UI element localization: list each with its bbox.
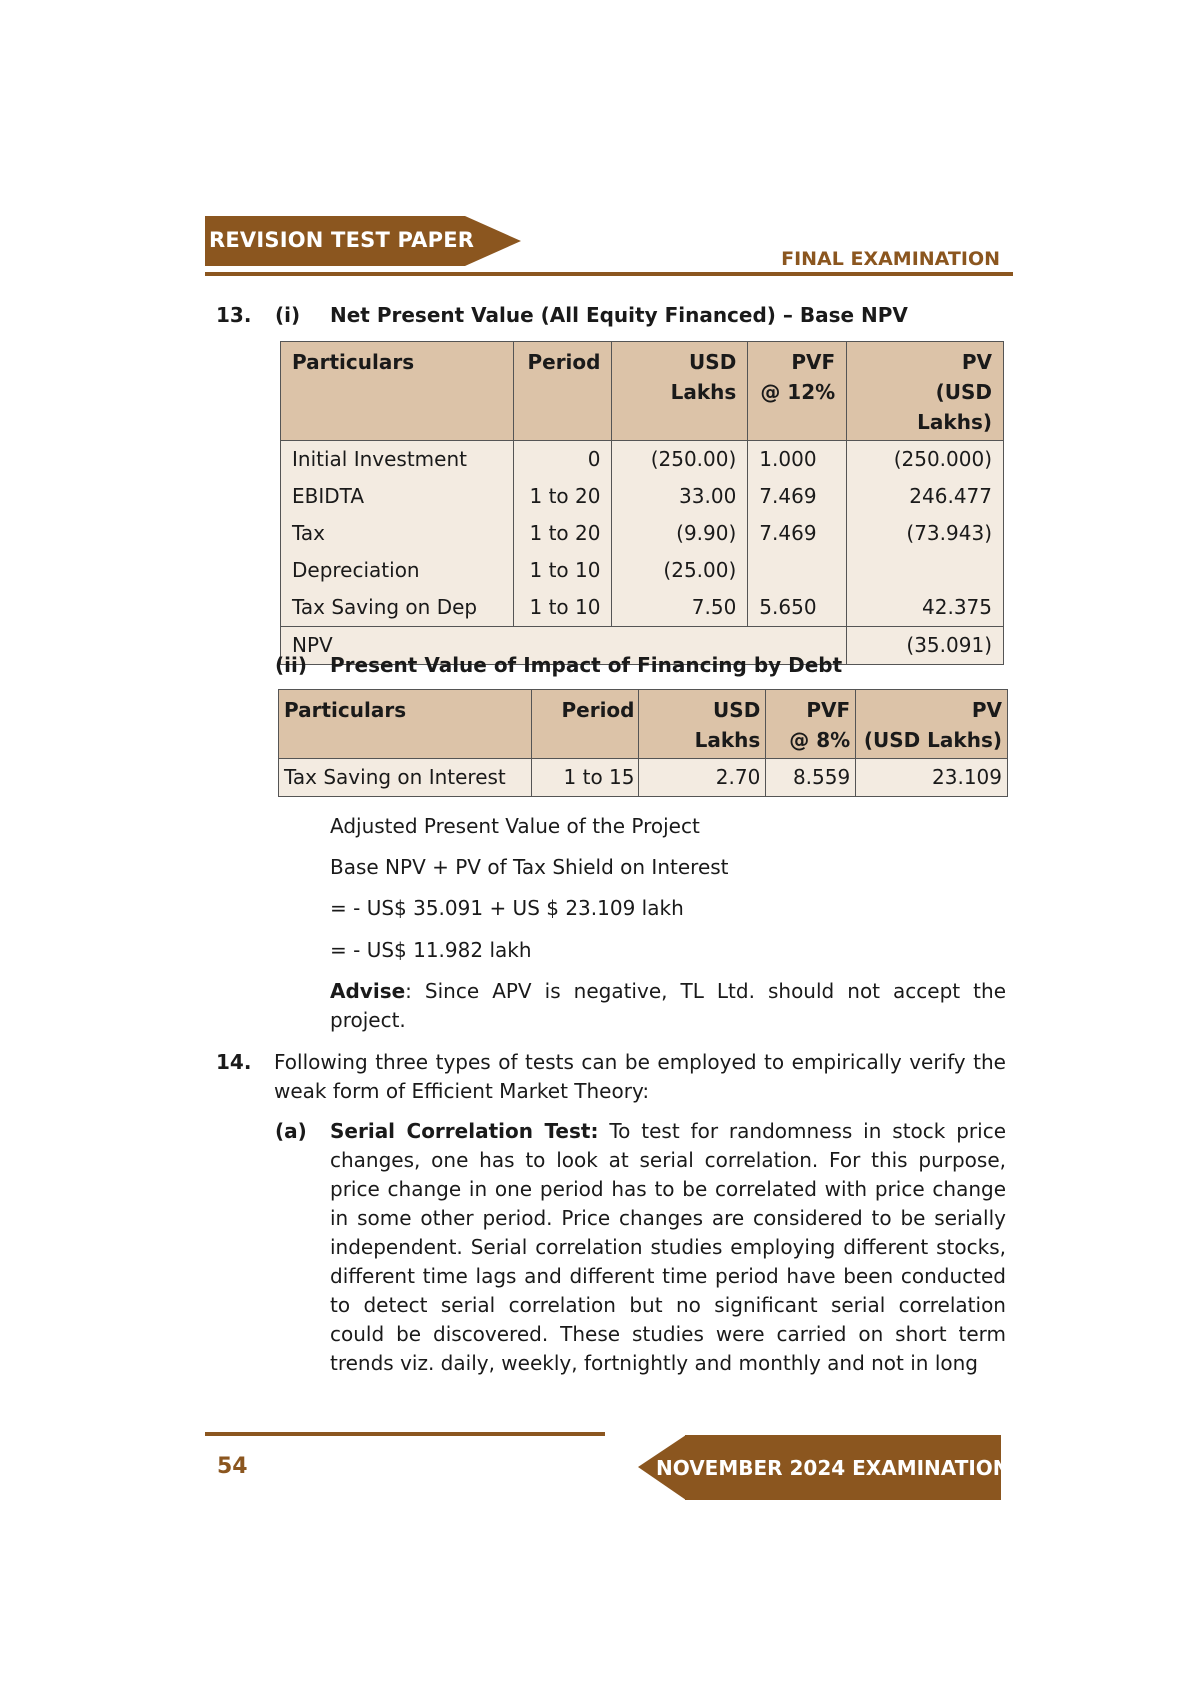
npv-label: NPV (281, 627, 847, 665)
advise-text: : Since APV is negative, TL Ltd. should not accept the project. (330, 979, 1006, 1032)
question-13-number: 13. (216, 303, 252, 327)
part-i-title: Net Present Value (All Equity Financed) – Base NPV (330, 303, 908, 327)
page-number: 54 (217, 1454, 248, 1479)
col-period: Period (513, 342, 612, 441)
col-period: Period (531, 690, 639, 759)
cell-pvf: 5.650 (748, 589, 847, 627)
cell-usd: 33.00 (612, 478, 748, 515)
item-a-text: To test for randomness in stock price changes, one has to look at serial correlation. For this purpose, price change in one period has to be correlated with price change in some other period. Price changes are considered to be serially independent. Serial correlation studies employing different stocks, different time lags and different time period have been conducted to detect serial correlation but no significant serial correlation could be discovered. These studies were carried on short term trends viz. daily, weekly, fortnightly and monthly and not in long (330, 1119, 1006, 1375)
cell-pv: 23.109 (856, 759, 1008, 797)
cell-period: 0 (513, 441, 612, 479)
table-row (281, 515, 1004, 552)
cell-period: 1 to 10 (513, 552, 612, 589)
part-i-label: (i) (275, 303, 301, 327)
cell-particulars: Depreciation (281, 552, 514, 589)
col-usd-lakhs: USD Lakhs (639, 690, 766, 759)
debt-financing-table (278, 689, 1008, 797)
cell-pv: 246.477 (847, 478, 1004, 515)
question-14-intro: Following three types of tests can be employed to empirically verify the weak form of Efficient Market Theory: (274, 1050, 1006, 1103)
item-a-label: (a) (275, 1119, 307, 1143)
cell-usd: 2.70 (639, 759, 766, 797)
apv-line-1: Adjusted Present Value of the Project (330, 814, 700, 838)
col-pv: PV (USD Lakhs) (856, 690, 1008, 759)
npv-table (280, 341, 1004, 665)
cell-usd: 7.50 (612, 589, 748, 627)
col-pvf: PVF @ 8% (766, 690, 856, 759)
cell-pvf (748, 552, 847, 589)
cell-pvf: 7.469 (748, 515, 847, 552)
debt-table-header (279, 690, 1008, 759)
cell-pv: (73.943) (847, 515, 1004, 552)
footer-exam-title: NOVEMBER 2024 EXAMINATION (656, 1456, 1010, 1480)
cell-pvf: 1.000 (748, 441, 847, 479)
cell-particulars: Tax (281, 515, 514, 552)
question-14-number: 14. (216, 1050, 252, 1074)
col-pv: PV (USD Lakhs) (847, 342, 1004, 441)
cell-usd: (25.00) (612, 552, 748, 589)
cell-period: 1 to 20 (513, 478, 612, 515)
advise-label: Advise (330, 979, 406, 1003)
table-row (281, 589, 1004, 627)
part-ii-label: (ii) (275, 653, 307, 677)
cell-particulars: EBIDTA (281, 478, 514, 515)
header-rule (205, 272, 1013, 276)
table-row (281, 441, 1004, 479)
cell-particulars: Initial Investment (281, 441, 514, 479)
col-particulars: Particulars (279, 690, 532, 759)
cell-period: 1 to 15 (531, 759, 639, 797)
col-particulars: Particulars (281, 342, 514, 441)
col-pvf: PVF @ 12% (748, 342, 847, 441)
npv-value: (35.091) (847, 627, 1004, 665)
footer-rule (205, 1432, 605, 1436)
cell-particulars: Tax Saving on Interest (279, 759, 532, 797)
cell-pv: (250.000) (847, 441, 1004, 479)
cell-period: 1 to 20 (513, 515, 612, 552)
item-a-paragraph (330, 1117, 1006, 1378)
apv-line-2: Base NPV + PV of Tax Shield on Interest (330, 855, 729, 879)
cell-pv (847, 552, 1004, 589)
advise-paragraph (330, 977, 1006, 1035)
table-row (281, 552, 1004, 589)
cell-usd: (250.00) (612, 441, 748, 479)
col-usd-lakhs: USD Lakhs (612, 342, 748, 441)
table-row (281, 478, 1004, 515)
apv-line-4: = - US$ 11.982 lakh (330, 938, 532, 962)
npv-table-header (281, 342, 1004, 441)
cell-usd: (9.90) (612, 515, 748, 552)
cell-particulars: Tax Saving on Dep (281, 589, 514, 627)
cell-pvf: 7.469 (748, 478, 847, 515)
header-left-title: REVISION TEST PAPER (209, 228, 475, 252)
cell-pv: 42.375 (847, 589, 1004, 627)
apv-line-3: = - US$ 35.091 + US $ 23.109 lakh (330, 896, 684, 920)
table-row (279, 759, 1008, 797)
header-right-title: FINAL EXAMINATION (781, 248, 1000, 270)
cell-pvf: 8.559 (766, 759, 856, 797)
part-ii-title: Present Value of Impact of Financing by Debt (330, 653, 843, 677)
item-a-title: Serial Correlation Test: (330, 1119, 599, 1143)
cell-period: 1 to 10 (513, 589, 612, 627)
